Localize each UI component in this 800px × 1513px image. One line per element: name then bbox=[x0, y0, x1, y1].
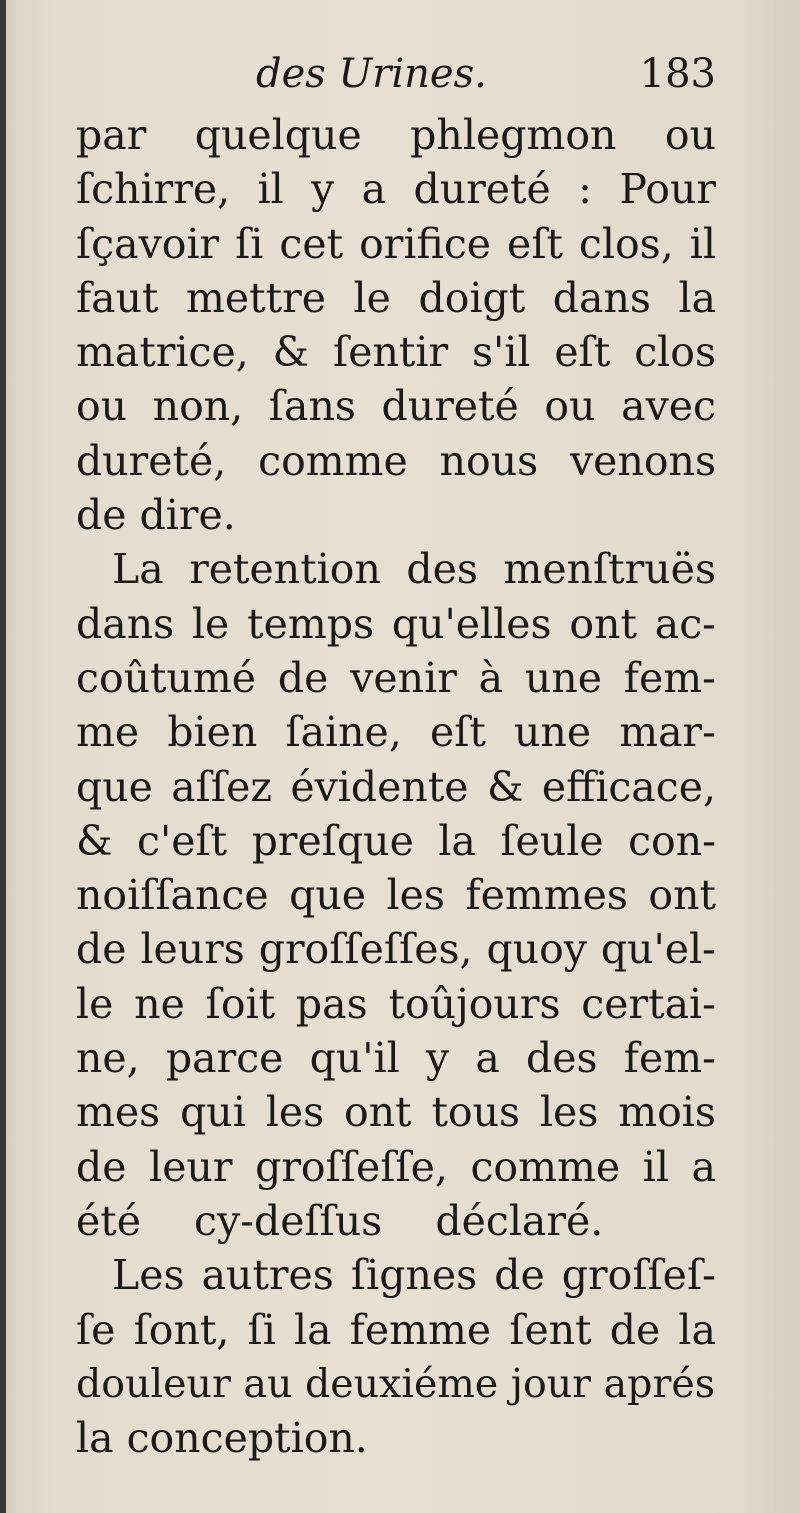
text-line: La retention des menſtruës bbox=[112, 545, 716, 594]
text-line: Les autres ſignes de groſſeſ- bbox=[112, 1251, 716, 1300]
page-header bbox=[76, 44, 716, 104]
text-line: de leur groſſeſſe, comme il a bbox=[76, 1142, 716, 1191]
text-line: dans le temps qu'elles ont ac- bbox=[76, 599, 716, 648]
text-line: ne, parce qu'il y a des fem- bbox=[76, 1034, 716, 1083]
text-line: matrice, & ſentir s'il eſt clos bbox=[76, 328, 716, 377]
running-title: des Urines. bbox=[256, 51, 487, 97]
text-line: faut mettre le doigt dans la bbox=[76, 273, 716, 322]
text-line: me bien ſaine, eſt une mar- bbox=[76, 708, 716, 757]
body-text bbox=[76, 108, 716, 1465]
text-line: ou non, ſans dureté ou avec bbox=[76, 382, 716, 431]
text-line: & c'eſt preſque la ſeule con- bbox=[76, 816, 716, 865]
text-line: ſçavoir ſi cet orifice eſt clos, il bbox=[76, 219, 716, 268]
text-line: de leurs groſſeſſes, quoy qu'el- bbox=[76, 925, 716, 974]
text-line: que aſſez évidente & efficace, bbox=[76, 762, 716, 811]
text-line: par quelque phlegmon ou bbox=[76, 111, 716, 159]
text-line: noiſſance que les femmes ont bbox=[76, 871, 716, 920]
text-line: coûtumé de venir à une fem- bbox=[76, 653, 716, 702]
page-number: 183 bbox=[639, 51, 716, 97]
text-line: mes qui les ont tous les mois bbox=[76, 1088, 716, 1137]
text-line: douleur au deuxiéme jour aprés bbox=[76, 1360, 715, 1407]
binding-gutter bbox=[0, 0, 6, 1513]
text-line: ſchirre, il y a dureté : Pour bbox=[76, 165, 716, 214]
text-line: été cy-deſſus déclaré. bbox=[76, 1196, 604, 1245]
text-line: de dire. bbox=[76, 491, 236, 540]
text-line: dureté, comme nous venons bbox=[76, 436, 716, 485]
text-line: le ne ſoit pas toûjours certai- bbox=[76, 979, 716, 1028]
text-line: la conception. bbox=[76, 1414, 368, 1463]
text-line: ſe ſont, ſi la femme ſent de la bbox=[76, 1305, 716, 1354]
